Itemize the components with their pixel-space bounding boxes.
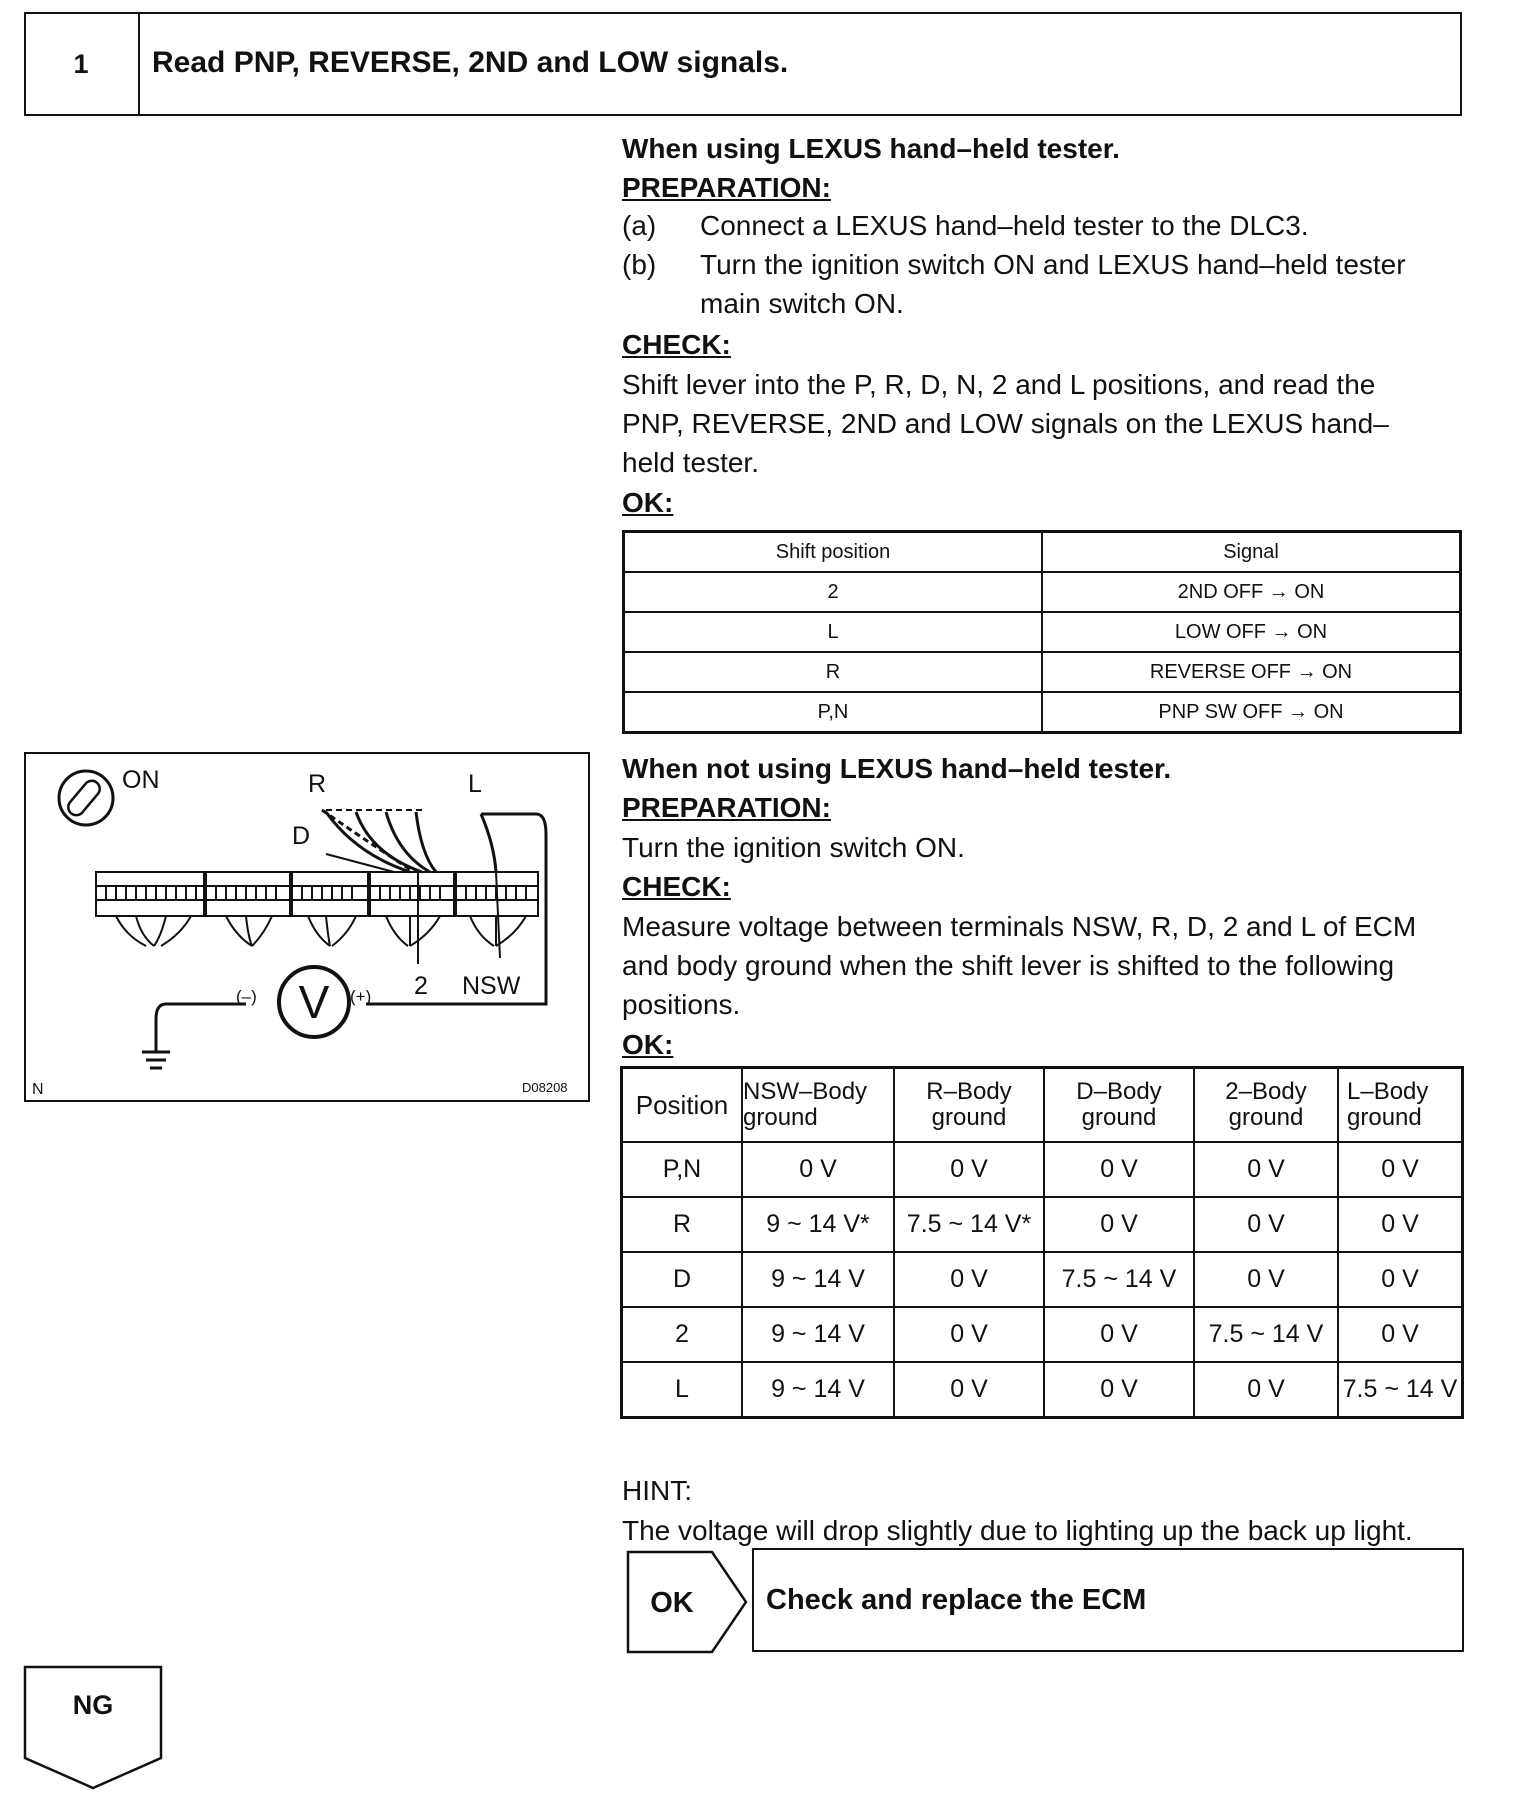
prep-item-b-label: (b) <box>622 249 657 280</box>
table-cell: REVERSE OFF → ON <box>1042 652 1461 692</box>
ignition-on-label: ON <box>122 766 160 794</box>
prep-item-a-text: Connect a LEXUS hand–held tester to the DLC3. <box>700 210 1309 241</box>
table-cell: 0 V <box>894 1142 1044 1197</box>
table-cell: 0 V <box>1338 1197 1463 1252</box>
table-cell: R <box>624 652 1043 692</box>
voltmeter-icon <box>279 967 349 1037</box>
no-tester-preparation-text: Turn the ignition switch ON. <box>622 832 965 863</box>
table-cell: 9 ~ 14 V <box>742 1307 894 1362</box>
minus-label: (–) <box>236 987 257 1006</box>
table-cell: 0 V <box>1194 1362 1338 1418</box>
table-row <box>622 1197 1463 1252</box>
table-cell: L <box>622 1362 743 1418</box>
table-cell: 0 V <box>1338 1307 1463 1362</box>
terminal-l-label: L <box>468 770 482 798</box>
tester-check-line1: Shift lever into the P, R, D, N, 2 and L positions, and read the <box>622 369 1376 400</box>
table-header: Signal <box>1042 532 1461 573</box>
terminal-d-label: D <box>292 822 311 850</box>
no-tester-check-line3: positions. <box>622 989 741 1020</box>
ok-arrow-box <box>622 1548 752 1656</box>
prep-item-b-line2: main switch ON. <box>700 288 904 319</box>
table-cell: 2ND OFF → ON <box>1042 572 1461 612</box>
ignition-switch-icon <box>59 771 113 825</box>
ecm-connector-icon <box>96 872 538 946</box>
no-tester-heading: When not using LEXUS hand–held tester. <box>622 753 1172 784</box>
tester-check-line2: PNP, REVERSE, 2ND and LOW signals on the LEXUS hand– <box>622 408 1389 439</box>
table-cell: 2 <box>622 1307 743 1362</box>
table-header: 2–Body ground <box>1194 1068 1338 1143</box>
terminal-nsw-label: NSW <box>462 972 521 1000</box>
table-cell: 0 V <box>742 1142 894 1197</box>
no-tester-check-line2: and body ground when the shift lever is shifted to the following <box>622 950 1395 981</box>
table-header: NSW–Body ground <box>742 1068 894 1143</box>
table-cell: L <box>624 612 1043 652</box>
table-cell: 0 V <box>1194 1252 1338 1307</box>
table-row <box>622 1362 1463 1418</box>
no-tester-ok-label: OK: <box>622 1029 674 1060</box>
table-cell: 7.5 ~ 14 V <box>1338 1362 1463 1418</box>
table-cell: 0 V <box>1194 1142 1338 1197</box>
terminal-r-label: R <box>308 770 327 798</box>
voltmeter-label: V <box>298 976 330 1028</box>
table-header: R–Body ground <box>894 1068 1044 1143</box>
probe-wires <box>156 810 546 1052</box>
table-row <box>622 1252 1463 1307</box>
tester-check-line3: held tester. <box>622 447 759 478</box>
table-cell: 7.5 ~ 14 V* <box>894 1197 1044 1252</box>
figure-code: D08208 <box>522 1080 568 1095</box>
step-number: 1 <box>24 12 140 116</box>
table-cell: 0 V <box>1044 1197 1194 1252</box>
table-cell: 7.5 ~ 14 V <box>1044 1252 1194 1307</box>
table-cell: 0 V <box>1044 1362 1194 1418</box>
tester-heading: When using LEXUS hand–held tester. <box>622 133 1120 164</box>
tester-ok-label: OK: <box>622 487 674 518</box>
table-row <box>624 572 1461 612</box>
table-row <box>624 692 1461 733</box>
table-header: Shift position <box>624 532 1043 573</box>
table-cell: 9 ~ 14 V <box>742 1362 894 1418</box>
table-cell: 0 V <box>894 1307 1044 1362</box>
table-cell: 0 V <box>894 1362 1044 1418</box>
table-cell: 0 V <box>1044 1142 1194 1197</box>
table-row <box>622 1307 1463 1362</box>
table-cell: 9 ~ 14 V <box>742 1252 894 1307</box>
table-row <box>624 652 1461 692</box>
wiring-diagram <box>24 752 590 1102</box>
table-cell: R <box>622 1197 743 1252</box>
table-header: L–Body ground <box>1338 1068 1463 1143</box>
plus-label: (+) <box>350 987 372 1006</box>
prep-item-a-label: (a) <box>622 210 657 241</box>
table-cell: P,N <box>624 692 1043 733</box>
table-row <box>624 612 1461 652</box>
table-cell: 0 V <box>894 1252 1044 1307</box>
table-cell: 0 V <box>1338 1252 1463 1307</box>
ground-icon <box>142 1052 170 1068</box>
table-cell: 9 ~ 14 V* <box>742 1197 894 1252</box>
table-cell: 0 V <box>1338 1142 1463 1197</box>
ng-arrow-box <box>22 1664 166 1792</box>
figure-corner-left: N <box>32 1081 44 1098</box>
hint-text: The voltage will drop slightly due to lighting up the back up light. <box>622 1515 1413 1546</box>
hint-label: HINT: <box>622 1475 692 1506</box>
prep-item-b-line1: Turn the ignition switch ON and LEXUS hand–held tester <box>700 249 1406 280</box>
table-header-row <box>624 532 1461 573</box>
table-header: Position <box>622 1068 743 1143</box>
table-header-row <box>622 1068 1463 1143</box>
table-cell: LOW OFF → ON <box>1042 612 1461 652</box>
signal-table <box>622 530 1462 734</box>
table-cell: 0 V <box>1194 1197 1338 1252</box>
tester-check-label: CHECK: <box>622 329 731 360</box>
table-cell: P,N <box>622 1142 743 1197</box>
ok-action-text: Check and replace the ECM <box>766 1584 1147 1616</box>
voltage-table <box>620 1066 1464 1419</box>
table-cell: 0 V <box>1044 1307 1194 1362</box>
no-tester-check-line1: Measure voltage between terminals NSW, R, D, 2 and L of ECM <box>622 911 1417 942</box>
table-header: D–Body ground <box>1044 1068 1194 1143</box>
table-cell: D <box>622 1252 743 1307</box>
step-title: Read PNP, REVERSE, 2ND and LOW signals. <box>152 46 789 79</box>
table-cell: 2 <box>624 572 1043 612</box>
wiring-diagram-svg <box>26 754 588 1100</box>
ng-label: NG <box>72 1690 114 1720</box>
table-cell: 7.5 ~ 14 V <box>1194 1307 1338 1362</box>
tester-preparation-label: PREPARATION: <box>622 172 831 203</box>
table-row <box>622 1142 1463 1197</box>
terminal-2-label: 2 <box>414 972 428 1000</box>
no-tester-preparation-label: PREPARATION: <box>622 792 831 823</box>
no-tester-check-label: CHECK: <box>622 871 731 902</box>
ok-label: OK <box>650 1587 694 1619</box>
table-cell: PNP SW OFF → ON <box>1042 692 1461 733</box>
